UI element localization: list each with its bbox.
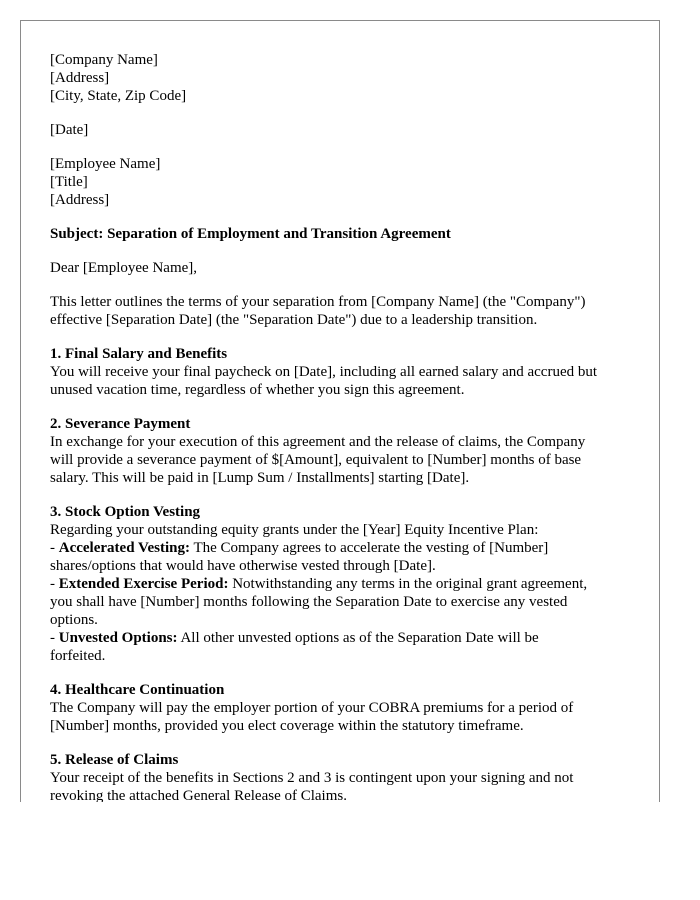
section-line: Regarding your outstanding equity grants under the [Year] Equity Incentive Plan: xyxy=(50,522,539,538)
section-line: In exchange for your execution of this agreement and the release of claims, the Company xyxy=(50,434,586,450)
bullet-accelerated-vesting xyxy=(50,539,642,557)
section-line: You will receive your final paycheck on [Date], including all earned salary and accrued but xyxy=(50,364,598,380)
salutation: Dear [Employee Name], xyxy=(50,260,198,276)
intro-line: effective [Separation Date] (the "Separation Date") due to a leadership transition. xyxy=(50,312,538,328)
section-line: will provide a severance payment of $[Amount], equivalent to [Number] months of base xyxy=(50,452,582,468)
subject-line: Subject: Separation of Employment and Transition Agreement xyxy=(50,226,451,242)
section-heading: 5. Release of Claims xyxy=(50,752,179,768)
section-line: forfeited. xyxy=(50,648,106,664)
section-heading: 2. Severance Payment xyxy=(50,416,191,432)
bullet-label: Unvested Options: xyxy=(58,630,178,646)
recipient-title: [Title] xyxy=(50,174,88,190)
bullet-text: Notwithstanding any terms in the original grant agreement, xyxy=(228,576,588,592)
recipient-name: [Employee Name] xyxy=(50,156,161,172)
bullet-text: The Company agrees to accelerate the vesting of [Number] xyxy=(189,540,549,556)
bullet-extended-exercise xyxy=(50,575,642,593)
section-line: unused vacation time, regardless of whether you sign this agreement. xyxy=(50,382,465,398)
section-healthcare xyxy=(50,681,642,735)
section-heading: 4. Healthcare Continuation xyxy=(50,682,225,698)
sender-block xyxy=(50,51,642,105)
sender-city-state-zip: [City, State, Zip Code] xyxy=(50,88,187,104)
section-line: shares/options that would have otherwise vested through [Date]. xyxy=(50,558,436,574)
sender-company-name: [Company Name] xyxy=(50,52,158,68)
bullet-text: All other unvested options as of the Separation Date will be xyxy=(177,630,539,646)
recipient-address: [Address] xyxy=(50,192,110,208)
bullet-marker: - xyxy=(50,576,59,592)
date-block xyxy=(50,121,642,139)
intro-line: This letter outlines the terms of your separation from [Company Name] (the "Company") xyxy=(50,294,586,310)
section-release-of-claims xyxy=(50,751,642,802)
recipient-block xyxy=(50,155,642,209)
letter-content xyxy=(50,51,642,802)
salutation-block xyxy=(50,259,642,277)
bullet-marker: - xyxy=(50,630,59,646)
subject-block xyxy=(50,225,642,243)
section-line: Your receipt of the benefits in Sections 2 and 3 is contingent upon your signing and not xyxy=(50,770,574,786)
section-line: [Number] months, provided you elect coverage within the statutory timeframe. xyxy=(50,718,524,734)
section-line: you shall have [Number] months following the Separation Date to exercise any vested xyxy=(50,594,568,610)
letter-date: [Date] xyxy=(50,122,89,138)
letter-page xyxy=(20,20,660,802)
bullet-label: Extended Exercise Period: xyxy=(58,576,229,592)
intro-paragraph xyxy=(50,293,642,329)
section-severance xyxy=(50,415,642,487)
bullet-unvested-options xyxy=(50,629,642,647)
bullet-marker: - xyxy=(50,540,59,556)
section-heading: 1. Final Salary and Benefits xyxy=(50,346,228,362)
section-final-salary xyxy=(50,345,642,399)
section-line: options. xyxy=(50,612,98,628)
section-line: The Company will pay the employer portion of your COBRA premiums for a period of xyxy=(50,700,574,716)
sender-address: [Address] xyxy=(50,70,110,86)
section-line: revoking the attached General Release of Claims. xyxy=(50,788,347,802)
bullet-label: Accelerated Vesting: xyxy=(58,540,190,556)
section-line: salary. This will be paid in [Lump Sum / Installments] starting [Date]. xyxy=(50,470,470,486)
section-heading: 3. Stock Option Vesting xyxy=(50,504,201,520)
section-stock-options xyxy=(50,503,642,665)
